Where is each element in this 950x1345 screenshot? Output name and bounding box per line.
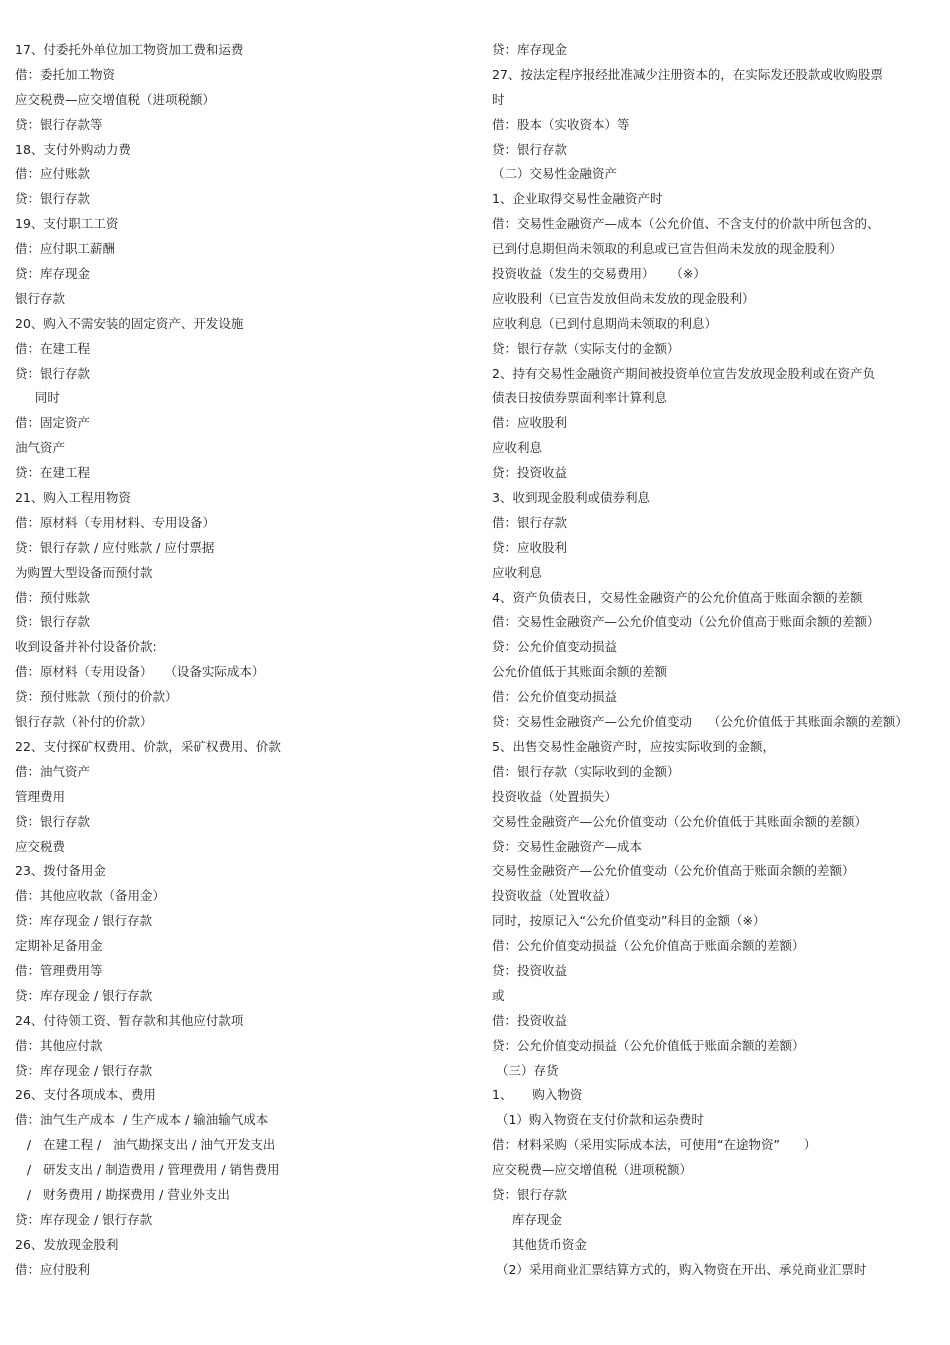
right-column-line-22: 应收利息 <box>492 564 543 580</box>
left-column-line-14: 贷：银行存款 <box>15 365 91 381</box>
right-column-line-47: 贷：银行存款 <box>492 1186 568 1202</box>
right-column-line-43: 1、 购入物资 <box>492 1087 583 1103</box>
left-column-line-5: 18、支付外购动力费 <box>15 141 131 157</box>
right-column-line-31: 投资收益（处置损失） <box>492 788 618 804</box>
left-column-line-41: 借：其他应付款 <box>15 1037 103 1053</box>
right-column-line-11: 应收股利（已宣告发放但尚未发放的现金股利） <box>492 290 755 306</box>
left-column-line-12: 20、购入不需安装的固定资产、开发设施 <box>15 315 244 331</box>
right-column-line-2: 27、按法定程序报经批准减少注册资本的，在实际发还股款或收购股票 <box>492 66 883 82</box>
right-column-line-41: 贷：公允价值变动损益（公允价值低于账面余额的差额） <box>492 1037 805 1053</box>
right-column-line-23: 4、资产负债表日，交易性金融资产的公允价值高于账面余额的差额 <box>492 589 863 605</box>
right-column-line-18: 贷：投资收益 <box>492 465 568 481</box>
right-column-line-25: 贷：公允价值变动损益 <box>492 639 618 655</box>
right-column-line-34: 交易性金融资产—公允价值变动（公允价值高于账面余额的差额） <box>492 863 855 879</box>
right-column-line-3: 时 <box>492 91 505 107</box>
right-column-line-17: 应收利息 <box>492 440 543 456</box>
right-column-line-13: 贷：银行存款（实际支付的金额） <box>492 340 680 356</box>
right-column-line-37: 借：公允价值变动损益（公允价值高于账面余额的差额） <box>492 938 805 954</box>
right-column-line-19: 3、收到现金股利或债券利息 <box>492 490 650 506</box>
left-column-line-6: 借：应付账款 <box>15 166 91 182</box>
left-column-line-3: 应交税费—应交增值税（进项税额） <box>15 91 216 107</box>
left-column-line-39: 贷：库存现金 / 银行存款 <box>15 987 153 1003</box>
left-column-line-19: 21、购入工程用物资 <box>15 490 131 506</box>
right-column-line-9: 已到付息期但尚未领取的利息或已宣告但尚未发放的现金股利） <box>492 241 843 257</box>
right-column-line-49: 其他货币资金 <box>492 1236 587 1252</box>
left-column-line-36: 贷：库存现金 / 银行存款 <box>15 913 153 929</box>
left-column <box>15 38 465 1283</box>
left-column-line-17: 油气资产 <box>15 440 66 456</box>
left-column-line-16: 借：固定资产 <box>15 415 91 431</box>
right-column-line-4: 借：股本（实收资本）等 <box>492 116 630 132</box>
right-column-line-20: 借：银行存款 <box>492 514 568 530</box>
right-column-line-38: 贷：投资收益 <box>492 962 568 978</box>
left-column-line-32: 贷：银行存款 <box>15 813 91 829</box>
right-column-line-27: 借：公允价值变动损益 <box>492 689 618 705</box>
right-column-line-10: 投资收益（发生的交易费用） （※） <box>492 266 706 282</box>
left-column-line-34: 23、拨付备用金 <box>15 863 106 879</box>
left-column-line-31: 管理费用 <box>15 788 66 804</box>
left-column-line-24: 贷：银行存款 <box>15 614 91 630</box>
right-column-line-24: 借：交易性金融资产—公允价值变动（公允价值高于账面余额的差额） <box>492 614 880 630</box>
right-column-line-26: 公允价值低于其账面余额的差额 <box>492 664 668 680</box>
left-column-line-1: 17、付委托外单位加工物资加工费和运费 <box>15 42 244 57</box>
left-column-line-25: 收到设备并补付设备价款: <box>15 639 157 655</box>
right-column-line-50: （2）采用商业汇票结算方式的，购入物资在开出、承兑商业汇票时 <box>492 1261 867 1277</box>
right-column-line-33: 贷：交易性金融资产—成本 <box>492 838 643 854</box>
right-column-line-1: 贷：库存现金 <box>492 42 568 57</box>
right-column-line-28: 贷：交易性金融资产—公允价值变动 （公允价值低于其账面余额的差额） <box>492 714 908 730</box>
left-column-line-15: 同时 <box>15 390 60 406</box>
left-column-line-35: 借：其他应收款（备用金） <box>15 888 166 904</box>
right-column-line-42: （三）存货 <box>492 1062 559 1078</box>
left-column-line-7: 贷：银行存款 <box>15 191 91 207</box>
right-column-line-30: 借：银行存款（实际收到的金额） <box>492 763 680 779</box>
right-column-line-48: 库存现金 <box>492 1211 562 1227</box>
left-column-line-13: 借：在建工程 <box>15 340 91 356</box>
right-column-line-5: 贷：银行存款 <box>492 141 568 157</box>
right-column-line-7: 1、企业取得交易性金融资产时 <box>492 191 663 207</box>
left-column-line-22: 为购置大型设备而预付款 <box>15 564 153 580</box>
right-column-line-21: 贷：应收股利 <box>492 539 568 555</box>
right-column-line-39: 或 <box>492 987 505 1003</box>
right-column-line-44: （1）购入物资在支付价款和运杂费时 <box>492 1112 704 1128</box>
left-column-line-20: 借：原材料（专用材料、专用设备） <box>15 514 216 530</box>
right-column-line-16: 借：应收股利 <box>492 415 568 431</box>
right-column-line-36: 同时，按原记入“公允价值变动”科目的金额（※） <box>492 913 766 929</box>
left-column-line-2: 借：委托加工物资 <box>15 66 116 82</box>
right-column <box>492 38 942 1283</box>
left-column-line-11: 银行存款 <box>15 290 66 306</box>
left-column-line-10: 贷：库存现金 <box>15 266 91 282</box>
left-column-line-45: / 在建工程 / 油气勘探支出 / 油气开发支出 <box>15 1137 276 1153</box>
right-column-line-29: 5、出售交易性金融资产时，应按实际收到的金额， <box>492 738 775 754</box>
left-column-line-42: 贷：库存现金 / 银行存款 <box>15 1062 153 1078</box>
left-column-line-21: 贷：银行存款 / 应付账款 / 应付票据 <box>15 539 215 555</box>
right-column-line-40: 借：投资收益 <box>492 1012 568 1028</box>
left-column-line-9: 借：应付职工薪酬 <box>15 241 116 257</box>
left-column-line-43: 26、支付各项成本、费用 <box>15 1087 156 1103</box>
left-column-line-33: 应交税费 <box>15 838 66 854</box>
left-column-line-44: 借：油气生产成本 / 生产成本 / 输油输气成本 <box>15 1112 269 1128</box>
left-column-line-46: / 研发支出 / 制造费用 / 管理费用 / 销售费用 <box>15 1162 280 1178</box>
left-column-line-4: 贷：银行存款等 <box>15 116 103 132</box>
right-column-line-46: 应交税费—应交增值税（进项税额） <box>492 1162 693 1178</box>
right-column-line-15: 债表日按债券票面利率计算利息 <box>492 390 668 406</box>
left-column-line-26: 借：原材料（专用设备） （设备实际成本） <box>15 664 265 680</box>
left-column-line-8: 19、支付职工工资 <box>15 216 119 232</box>
left-column-line-49: 26、发放现金股利 <box>15 1236 119 1252</box>
right-column-line-8: 借：交易性金融资产—成本（公允价值、不含支付的价款中所包含的、 <box>492 216 880 232</box>
left-column-line-48: 贷：库存现金 / 银行存款 <box>15 1211 153 1227</box>
right-column-line-12: 应收利息（已到付息期尚未领取的利息） <box>492 315 718 331</box>
left-column-line-50: 借：应付股利 <box>15 1261 91 1277</box>
left-column-line-37: 定期补足备用金 <box>15 938 103 954</box>
right-column-line-14: 2、持有交易性金融资产期间被投资单位宣告发放现金股利或在资产负 <box>492 365 875 381</box>
left-column-line-30: 借：油气资产 <box>15 763 91 779</box>
left-column-line-23: 借：预付账款 <box>15 589 91 605</box>
left-column-line-29: 22、支付探矿权费用、价款，采矿权费用、价款 <box>15 738 281 754</box>
left-column-line-38: 借：管理费用等 <box>15 962 103 978</box>
right-column-line-32: 交易性金融资产—公允价值变动（公允价值低于其账面余额的差额） <box>492 813 868 829</box>
left-column-line-28: 银行存款（补付的价款） <box>15 714 153 730</box>
left-column-line-18: 贷：在建工程 <box>15 465 91 481</box>
left-column-line-27: 贷：预付账款（预付的价款） <box>15 689 178 705</box>
right-column-line-45: 借：材料采购（采用实际成本法，可使用“在途物资” ） <box>492 1137 817 1153</box>
left-column-line-40: 24、付待领工资、暂存款和其他应付款项 <box>15 1012 244 1028</box>
right-column-line-6: （二）交易性金融资产 <box>492 166 618 182</box>
right-column-line-35: 投资收益（处置收益） <box>492 888 618 904</box>
left-column-line-47: / 财务费用 / 勘探费用 / 营业外支出 <box>15 1186 230 1202</box>
